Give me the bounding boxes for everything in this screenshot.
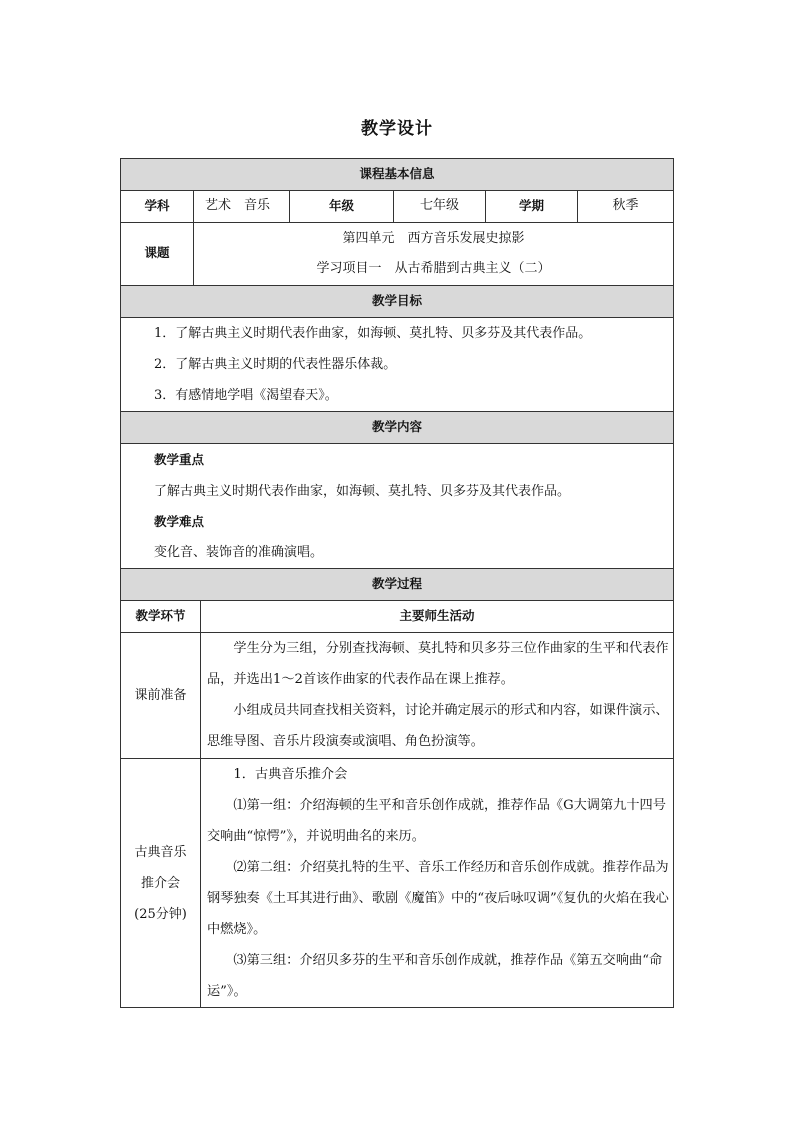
stage-name: 推介会: [140, 876, 180, 891]
activity-cell: [207, 759, 669, 1007]
stage-column-header: 教学环节: [135, 608, 186, 623]
activity-paragraph: 小组成员共同查找相关资料，讨论并确定展示的形式和内容，如课件演示、思维导图、音乐片段演奏或演唱、角色扮演等。: [207, 703, 669, 749]
process-header: 教学过程: [371, 576, 422, 591]
rule: [120, 317, 674, 318]
stage-name: 课前准备: [134, 688, 187, 703]
topic-label: 课题: [144, 245, 170, 260]
rule: [120, 600, 674, 601]
subject-label: 学科: [144, 198, 170, 213]
rule: [120, 1007, 674, 1008]
objective-item: 1．了解古典主义时期代表作曲家，如海顿、莫扎特、贝多芬及其代表作品。: [154, 326, 592, 341]
term-label: 学期: [518, 198, 544, 213]
rule: [193, 190, 194, 222]
topic-line-2: 学习项目一 从古希腊到古典主义（二）: [316, 261, 551, 276]
rule: [120, 190, 674, 191]
rule: [120, 285, 674, 286]
difficulty-text: 变化音、装饰音的准确演唱。: [154, 545, 324, 560]
key-points-text: 了解古典主义时期代表作曲家，如海顿、莫扎特、贝多芬及其代表作品。: [154, 484, 571, 499]
basic-info-header: 课程基本信息: [359, 166, 435, 181]
document-title: 教学设计: [361, 119, 433, 139]
objectives-header: 教学目标: [371, 293, 422, 308]
topic-line-1: 第四单元 西方音乐发展史掠影: [342, 231, 525, 246]
activity-cell: [207, 633, 669, 757]
objective-item: 3．有感情地学唱《渴望春天》。: [154, 388, 338, 403]
activity-paragraph: 1．古典音乐推介会: [233, 767, 348, 782]
activity-paragraph: 学生分为三组，分别查找海顿、莫扎特和贝多芬三位作曲家的生平和代表作品，并选出1～2首该作曲家的代表作品在课上推荐。: [207, 641, 669, 687]
difficulty-label: 教学难点: [154, 514, 205, 529]
grade-label: 年级: [328, 198, 354, 213]
rule: [200, 600, 201, 1007]
activity-column-header: 主要师生活动: [399, 608, 475, 623]
activity-paragraph: ⑶第三组：介绍贝多芬的生平和音乐创作成就，推荐作品《第五交响曲“命运”》。: [207, 953, 663, 999]
rule: [120, 568, 674, 569]
content-header: 教学内容: [371, 419, 422, 434]
rule: [120, 158, 674, 159]
stage-name: 古典音乐: [134, 845, 187, 860]
activity-paragraph: ⑵第二组：介绍莫扎特的生平、音乐工作经历和音乐创作成就。推荐作品为钢琴独奏《土耳其进行曲》、歌剧《魔笛》中的“夜后咏叹调”《复仇的火焰在我心中燃烧》。: [207, 860, 669, 937]
stage-duration: (25分钟): [134, 907, 187, 922]
rule: [120, 222, 674, 223]
rule: [120, 411, 674, 412]
rule: [120, 443, 674, 444]
activity-paragraph: ⑴第一组：介绍海顿的生平和音乐创作成就，推荐作品《G大调第九十四号交响曲“惊愕”》，并说明曲名的来历。: [207, 798, 666, 844]
key-points-label: 教学重点: [154, 452, 205, 467]
subject-value: 艺术 音乐: [205, 198, 271, 213]
grade-value: 七年级: [419, 198, 459, 213]
term-value: 秋季: [612, 198, 639, 213]
objective-item: 2．了解古典主义时期的代表性器乐体裁。: [154, 357, 397, 372]
